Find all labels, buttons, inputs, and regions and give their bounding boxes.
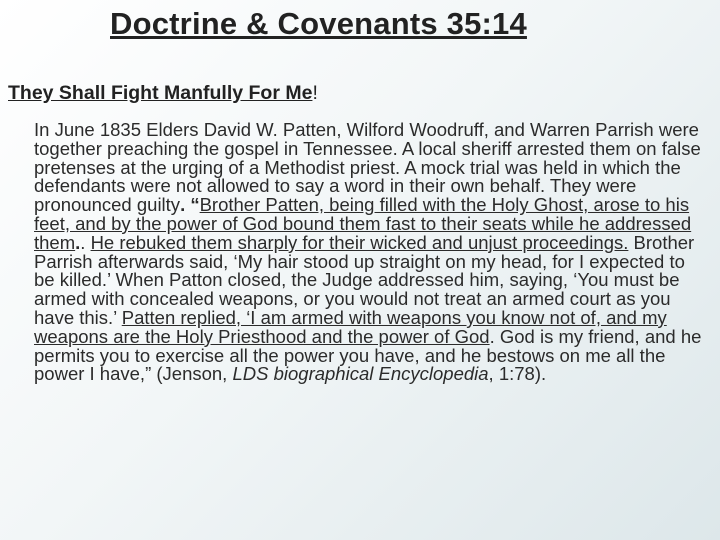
body-intro: In June 1835 Elders David W. Patten, Wilford Woodruff, and Warren Parrish were together preaching the gospel in Tennessee. A local sheriff arrested them on false pretenses at the urging of a Methodist priest. A mock trial was held in which the defendants were not allowed to say a word in their own behalf. They were pronounced guilty	[34, 119, 701, 216]
citation-title: LDS biographical Encyclopedia	[232, 363, 489, 385]
body-separator: .	[80, 231, 91, 253]
body-parrish: Brother Parrish afterwards said, ‘My hair stood up straight on my head, for I expected to be killed.’ When Patton closed, the Judge addressed him, saying, ‘You must be armed with concealed weapons, or you would not treat an armed court as you have this.’	[34, 231, 695, 328]
quote-period: .	[75, 231, 81, 253]
subtitle-text: They Shall Fight Manfully For Me	[8, 82, 313, 104]
quote-open: “	[185, 194, 200, 216]
citation-page: , 1:78).	[488, 363, 547, 385]
body-intro-period: .	[180, 194, 186, 216]
slide-title: Doctrine & Covenants 35:14	[110, 6, 527, 41]
slide-subtitle	[8, 82, 318, 105]
body-paragraph	[34, 121, 702, 384]
quote-patten-arose: Brother Patten, being filled with the Holy Ghost, arose to his feet, and by the power of God bound them fast to their seats while he addressed them	[34, 194, 692, 253]
body-closing: . God is my friend, and he permits you to exercise all the power you have, and he bestows on me all the power I have,” (Jenson,	[34, 325, 702, 385]
quote-patten-replied: Patten replied, ‘I am armed with weapons you know not of, and my weapons are the Holy Priesthood and the power of God	[34, 306, 667, 347]
subtitle-punctuation: !	[312, 82, 318, 104]
quote-rebuked: He rebuked them sharply for their wicked and unjust proceedings.	[90, 231, 629, 253]
